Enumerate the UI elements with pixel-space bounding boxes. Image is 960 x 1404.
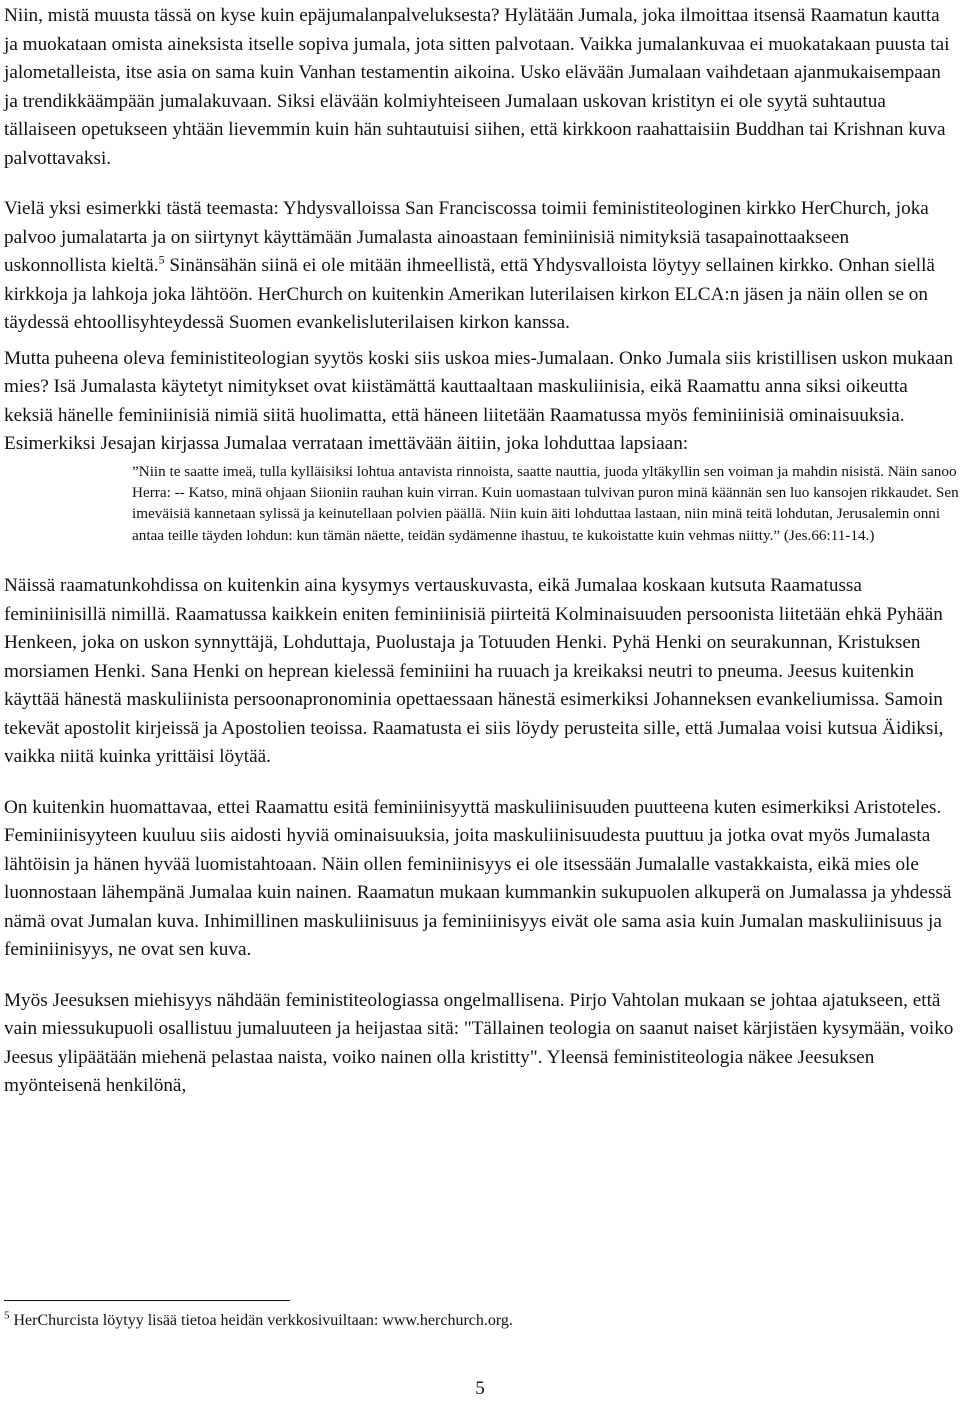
paragraph-femininity: On kuitenkin huomattavaa, ettei Raamattu esitä feminiinisyyttä maskuliinisuuden puutteena kuten esimerkiksi Aristoteles. Feminiinisyyteen kuuluu siis aidosti hyviä ominaisuuksia, joita maskuliinisuudesta puuttuu ja jotka ovat myös Jumalasta lähtöisin ja hänen hyvää luomistahtoaan. Näin ollen feminiinisyys ei ole itsessään Jumalalle vastakkaista, eikä mies ole luonnostaan lähempänä Jumalaa kuin nainen. Raamatun mukaan kummankin sukupuolen alkuperä on Jumalassa ja yhdessä nämä ovat Jumalan kuva. Inhimillinen maskuliinisuus ja feminiinisyys eivät ole sama asia kuin Jumalan maskuliinisuus ja feminiinisyys, ne ovat sen kuva. bbox=[4, 796, 952, 961]
herchurch-text-end: Sinänsähän siinä ei ole mitään ihmeellistä, että Yhdysvalloista löytyy sellainen kirkko. Onhan siellä kirkkoja ja lahkoja joka lähtöön. HerChurch on kuitenkin Amerikan luterilaisen kirkon ELCA:n jäsen ja näin ollen se on täydessä ehtoollisyhteydessä Suomen evankelisluterilaisen kirkon kanssa. bbox=[4, 255, 935, 333]
page-number: 5 bbox=[475, 1378, 485, 1399]
paragraph-male-god: Mutta puheena oleva feministiteologian syytös koski siis uskoa mies-Jumalaan. Onko Jumala siis kristillisen uskon mukaan mies? Isä Jumalasta käytetyt nimitykset ovat kiistämättä kauttaaltaan maskuliinisia, eikä Raamattu anna siksi oikeutta keksiä hänelle feminiinisiä nimiä siitä huolimatta, että häneen liitetään Raamatussa myös feminiinisiä ominaisuuksia. Esimerkiksi Jesajan kirjassa Jumalaa verrataan imettävään äitiin, joka lohduttaa lapsiaan: bbox=[4, 347, 954, 454]
paragraph-metaphor: Näissä raamatunkohdissa on kuitenkin aina kysymys vertauskuvasta, eikä Jumalaa koskaan kutsuta Raamatussa feminiinisillä nimillä. Raamatussa kaikkein eniten feminiinisiä piirteitä Kolminaisuuden persoonista liitetään ehkä Pyhään Henkeen, joka on uskon synnyttäjä, Lohduttaja, Puolustaja ja Totuuden Henki. Pyhä Henki on seurakunnan, Kristuksen morsiamen Henki. Sana Henki on heprean kielessä feminiini ha ruuach ja kreikaksi neutri to pneuma. Jeesus kuitenkin käyttää hänestä maskuliinista persoonapronominia opettaessaan hänestä esimerkiksi Johanneksen evankeliumissa. Samoin tekevät apostolit kirjeissä ja Apostolien teoissa. Raamatusta ei siis löydy perusteita sille, että Jumalaa voisi kutsua Äidiksi, vaikka niitä kuinka yrittäisi löytää. bbox=[4, 575, 944, 768]
block-quote-isaiah: ”Niin te saatte imeä, tulla kylläisiksi lohtua antavista rinnoista, saatte nauttia, juoda yltäkyllin sen voiman ja mahdin nisistä. Näin sanoo Herra: -- Katso, minä ohjaan Siioniin rauhan kuin virran. Kuin uomastaan tulvivan puron minä käännän sen luo kansojen rikkaudet. Sen imeväisiä kannetaan sylissä ja keinutellaan polvien päällä. Niin kuin äiti lohduttaa lastaan, niin minä teitä lohdutan, Jerusalemin onni antaa teille täyden lohdun: kun tämän näette, teidän sydämenne ihastuu, te kukoistatte kuin vehmas niitty.” (Jes.66:11-14.) bbox=[132, 462, 959, 544]
paragraph-herchurch bbox=[4, 195, 956, 338]
footnote-number: 5 bbox=[4, 1309, 10, 1322]
paragraph-idolatry: Niin, mistä muusta tässä on kyse kuin epäjumalanpalveluksesta? Hylätään Jumala, joka ilmoittaa itsensä Raamatun kautta ja muokataan omista aineksista itselle sopiva jumala, jota sitten palvotaan. Vaikka jumalankuvaa ei muokatakaan puusta tai jalometalleista, itse asia on sama kuin Vanhan testamentin aikoina. Usko elävään Jumalaan vaihdetaan ajanmukaisempaan ja trendikkäämpään jumalakuvaan. Siksi elävään kolmiyhteiseen Jumalaan uskovan kristityn ei ole syytä suhtautua tällaiseen opetukseen yhtään lievemmin kuin hän suhtautuisi siihen, että kirkkoon raahattaisiin Buddhan tai Krishnan kuva palvottavaksi. bbox=[4, 5, 950, 169]
herchurch-text-start: Vielä yksi esimerkki tästä teemasta: Yhdysvalloissa San Franciscossa toimii feministiteologinen kirkko HerChurch, joka palvoo jumalatarta ja on siirtynyt käyttämään Jumalasta ainoastaan feminiinisiä nimityksiä tasapainottaakseen uskonnollista kieltä. bbox=[4, 198, 929, 276]
footnote-reference: 5 bbox=[158, 252, 165, 267]
body-text bbox=[4, 2, 959, 1101]
paragraph-jesus-maleness: Myös Jeesuksen miehisyys nähdään feministiteologiassa ongelmallisena. Pirjo Vahtolan mukaan se johtaa ajatukseen, että vain miessukupuoli osallistuu jumaluuteen ja heijastaa sitä: "Tällainen teologia on saanut naiset kärjistäen kysymään, voiko Jeesus ylipäätään miehenä pelastaa naista, voiko nainen olla kristitty". Yleensä feministiteologia näkee Jeesuksen myönteisenä henkilönä, bbox=[4, 989, 954, 1097]
footnote bbox=[4, 1310, 956, 1332]
footnote-text: HerChurcista löytyy lisää tietoa heidän verkkosivuiltaan: www.herchurch.org. bbox=[9, 1312, 513, 1329]
footnote-divider bbox=[4, 1300, 290, 1301]
